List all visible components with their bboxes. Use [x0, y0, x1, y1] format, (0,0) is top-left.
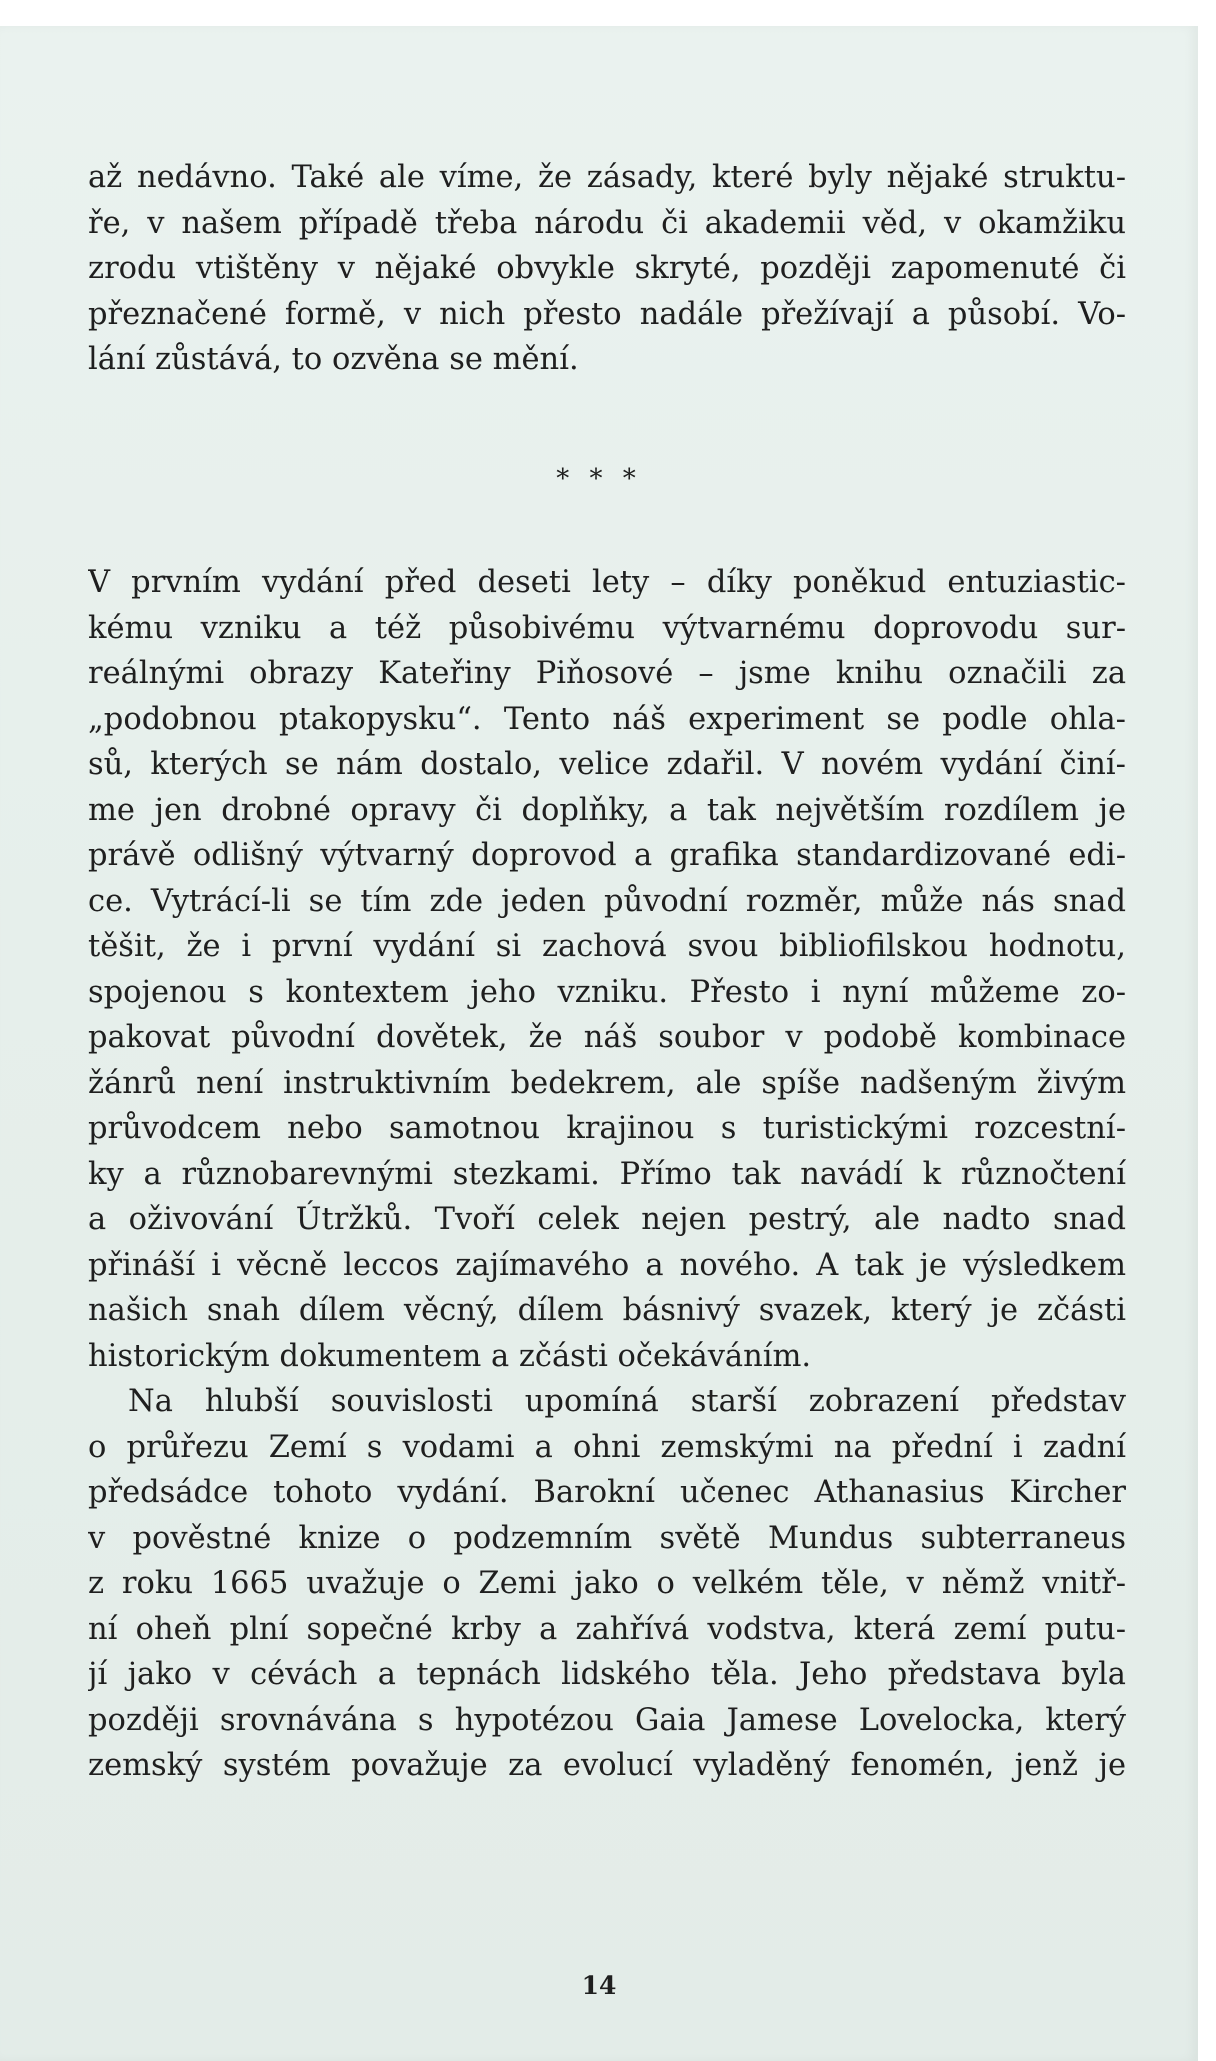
page-number: 14 [581, 1971, 617, 2000]
text-line: pakovat původní dovětek, že náš soubor v podobě kombinace [88, 1020, 1126, 1055]
text-line: reálnými obrazy Kateřiny Piňosové – jsme knihu označili za [88, 656, 1126, 691]
text-line: ky a různobarevnými stezkami. Přímo tak navádí k různočtení [88, 1156, 1126, 1192]
text-line: přeznačené formě, v nich přesto nadále přežívají a působí. Vo- [88, 296, 1126, 332]
text-line: z roku 1665 uvažuje o Zemi jako o velkém těle, v němž vnitř- [88, 1566, 1126, 1601]
text-line: zemský systém považuje za evolucí vyladěný fenomén, jenž je [88, 1748, 1126, 1783]
text-line: zrodu vtištěny v nějaké obvykle skryté, později zapomenuté či [88, 251, 1126, 286]
text-line: později srovnávána s hypotézou Gaia Jamese Lovelocka, který [88, 1702, 1126, 1738]
text-line: historickým dokumentem a zčásti očekáváním. [88, 1338, 812, 1374]
section-separator: * * * [556, 464, 642, 494]
text-line: ře, v našem případě třeba národu či akademii věd, v okamžiku [88, 205, 1126, 241]
text-line: přináší i věcně leccos zajímavého a nového. A tak je výsledkem [88, 1247, 1126, 1283]
text-line: me jen drobné opravy či doplňky, a tak největším rozdílem je [88, 792, 1126, 828]
book-page [0, 26, 1198, 2061]
text-line: V prvním vydání před deseti lety – díky poněkud entuziastic- [88, 565, 1126, 600]
text-line: ce. Vytrácí-li se tím zde jeden původní rozměr, může nás snad [88, 883, 1126, 919]
text-line: Na hlubší souvislosti upomíná starší zobrazení představ [128, 1384, 1126, 1419]
text-line: v pověstné knize o podzemním světě Mundus subterraneus [88, 1520, 1126, 1556]
text-line: těšit, že i první vydání si zachová svou bibliofilskou hodnotu, [88, 929, 1126, 964]
text-line: našich snah dílem věcný, dílem básnivý svazek, který je zčásti [88, 1293, 1126, 1328]
text-line: spojenou s kontextem jeho vzniku. Přesto i nyní můžeme zo- [88, 974, 1126, 1010]
text-line: průvodcem nebo samotnou krajinou s turistickými rozcestní- [88, 1111, 1126, 1146]
text-line: až nedávno. Také ale víme, že zásady, které byly nějaké struktu- [88, 160, 1126, 195]
text-line: lání zůstává, to ozvěna se mění. [88, 342, 579, 377]
paragraph-edition [88, 560, 1126, 1789]
text-line: předsádce tohoto vydání. Barokní učenec Athanasius Kircher [88, 1475, 1126, 1510]
text-line: právě odlišný výtvarný doprovod a grafika standardizované edi- [88, 838, 1126, 873]
text-line: „podobnou ptakopysku“. Tento náš experiment se podle ohla- [88, 701, 1126, 737]
text-line: sů, kterých se nám dostalo, velice zdařil. V novém vydání činí- [88, 747, 1126, 782]
text-line: a oživování Útržků. Tvoří celek nejen pestrý, ale nadto snad [88, 1202, 1126, 1237]
text-line: kému vzniku a též působivému výtvarnému doprovodu sur- [88, 610, 1126, 646]
text-line: o průřezu Zemí s vodami a ohni zemskými na přední i zadní [88, 1429, 1126, 1465]
text-line: jí jako v cévách a tepnách lidského těla. Jeho představa byla [88, 1657, 1126, 1692]
text-line: ní oheň plní sopečné krby a zahřívá vodstva, která zemí putu- [88, 1611, 1126, 1647]
paragraph-intro [88, 155, 1126, 383]
text-line: žánrů není instruktivním bedekrem, ale spíše nadšeným živým [88, 1065, 1126, 1101]
